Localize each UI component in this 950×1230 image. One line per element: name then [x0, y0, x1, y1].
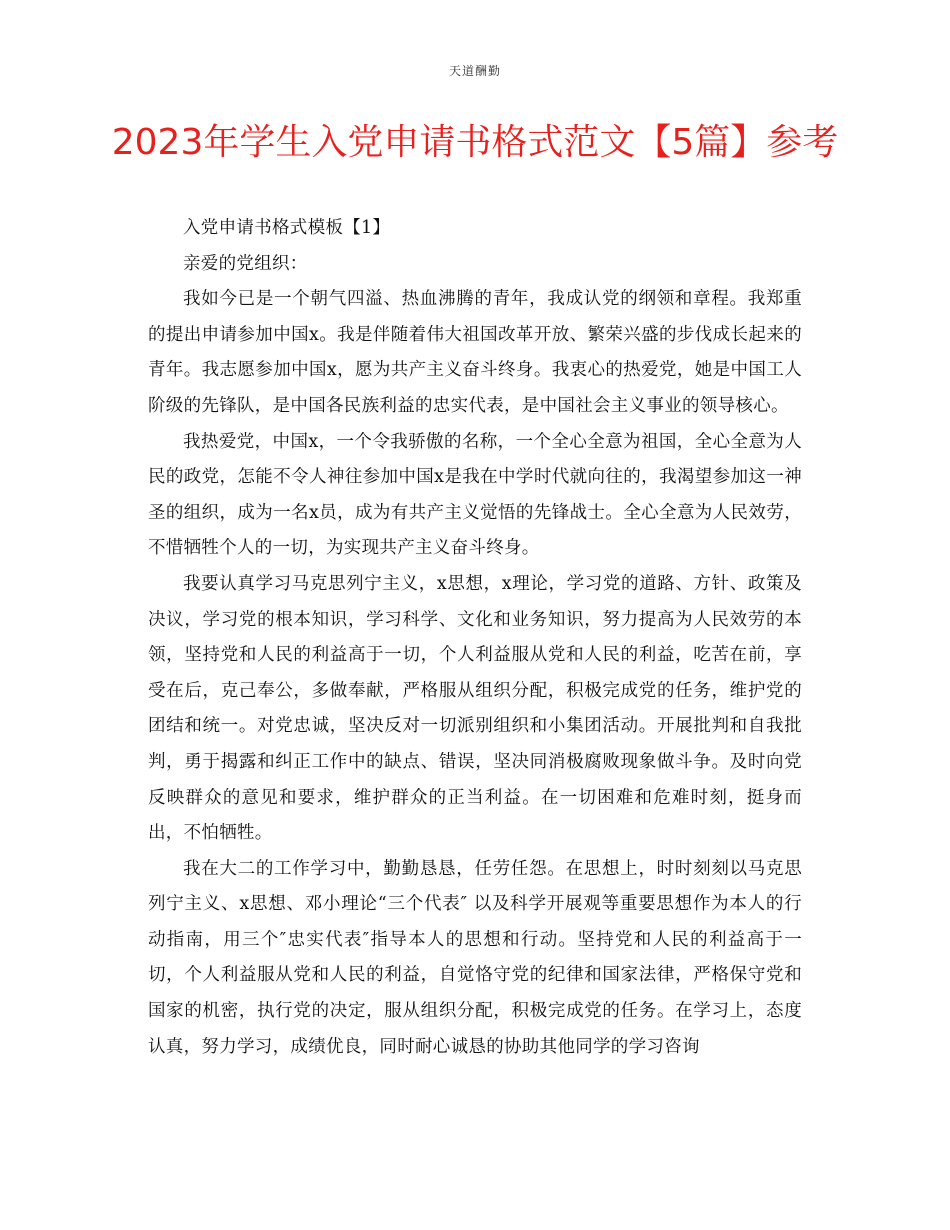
body-paragraph: 我要认真学习马克思列宁主义，x思想，x理论，学习党的道路、方针、政策及决议，学习党的根本知识，学习科学、文化和业务知识，努力提高为人民效劳的本领，坚持党和人民的利益高于一切，个人利益服从党和人民的利益，吃苦在前，享受在后，克己奉公，多做奉献，严格服从组织分配，积极完成党的任务，维护党的团结和统一。对党忠诚，坚决反对一切派别组织和小集团活动。开展批判和自我批判，勇于揭露和纠正工作中的缺点、错误，坚决同消极腐败现象做斗争。及时向党反映群众的意见和要求，维护群众的正当利益。在一切困难和危难时刻，挺身而出，不怕牺牲。 [148, 573, 802, 844]
section-heading: 入党申请书格式模板【1】 [183, 218, 391, 238]
document-body [148, 211, 802, 1065]
salutation: 亲爱的党组织： [183, 253, 308, 274]
document-title: 2023年学生入党申请书格式范文【5篇】参考 [111, 122, 839, 163]
body-paragraph: 我热爱党，中国x，一个令我骄傲的名称，一个全心全意为祖国，全心全意为人民的政党，怎能不令人神往参加中国x是我在中学时代就向往的，我渴望参加这一神圣的组织，成为一名x员，成为有共产主义觉悟的先锋战士。全心全意为人民效劳，不惜牺牲个人的一切，为实现共产主义奋斗终身。 [148, 431, 802, 559]
body-paragraph: 我如今已是一个朝气四溢、热血沸腾的青年，我成认党的纲领和章程。我郑重的提出申请参加中国x。我是伴随着伟大祖国改革开放、繁荣兴盛的步伐成长起来的青年。我志愿参加中国x，愿为共产主义奋斗终身。我衷心的热爱党，她是中国工人阶级的先锋队，是中国各民族利益的忠实代表，是中国社会主义事业的领导核心。 [148, 289, 802, 416]
page-header: 天道酬勤 [448, 64, 501, 78]
body-paragraph: 我在大二的工作学习中，勤勤恳恳，任劳任怨。在思想上，时时刻刻以马克思列宁主义、x思想、邓小理论“三个代表″ 以及科学开展观等重要思想作为本人的行动指南，用三个″忠实代表″指导本人的思想和行动。坚持党和人民的利益高于一切，个人利益服从党和人民的利益，自觉恪守党的纪律和国家法律，严格保守党和国家的机密，执行党的决定，服从组织分配，积极完成党的任务。在学习上，态度认真，努力学习，成绩优良，同时耐心诚恳的协助其他同学的学习咨询 [148, 858, 802, 1057]
